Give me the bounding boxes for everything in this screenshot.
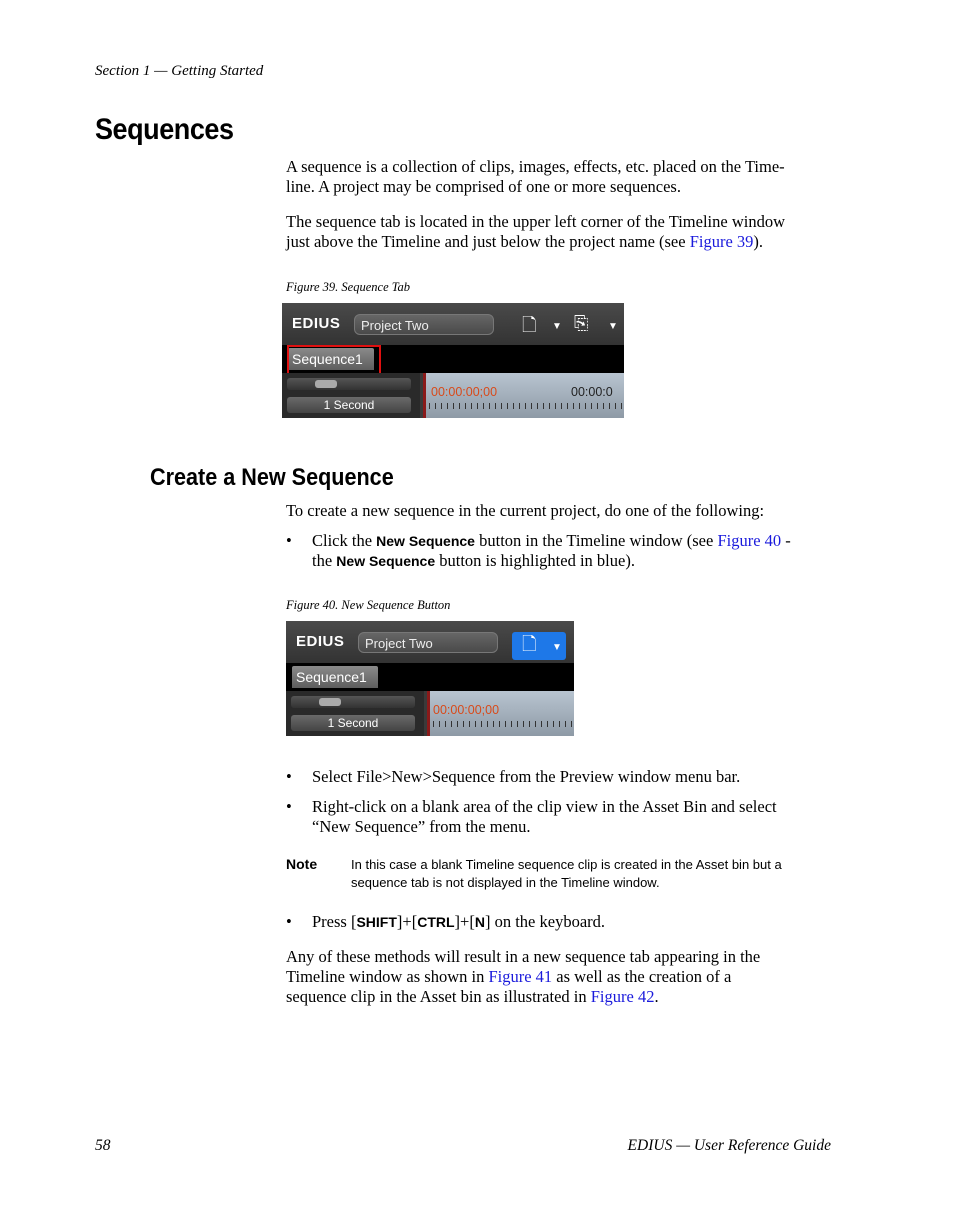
key-n: N <box>474 914 485 930</box>
timeline-topbar <box>286 621 574 663</box>
b1-line2-post: button is highlighted in blue). <box>435 551 635 570</box>
zoom-slider[interactable] <box>287 378 411 390</box>
new-sequence-button-highlight[interactable] <box>512 632 566 660</box>
project-name-field: Project Two <box>358 632 498 653</box>
intro-paragraph-1 <box>286 157 836 197</box>
bullet-dot: • <box>286 767 292 786</box>
intro-p2-text: just above the Timeline and just below the project name (see <box>286 232 690 251</box>
bullet-text <box>312 531 836 571</box>
project-name-field: Project Two <box>354 314 494 335</box>
timeline-topbar <box>282 303 624 345</box>
timeline-ruler <box>423 373 624 418</box>
closing-line2-pre: Timeline window as shown in <box>286 967 489 986</box>
section-heading: Create a New Sequence <box>150 464 394 491</box>
b1-line2-pre: the <box>312 551 337 570</box>
figure-39-screenshot <box>282 303 624 418</box>
slider-knob[interactable] <box>319 698 341 706</box>
closing-line3 <box>286 987 836 1007</box>
footer-title: EDIUS — User Reference Guide <box>627 1137 831 1154</box>
b1-line2-bold: New Sequence <box>336 553 436 569</box>
b4-post: ] on the keyboard. <box>484 912 606 931</box>
closing-paragraph <box>286 947 836 1007</box>
timeline-cursor <box>423 373 426 418</box>
b1-post: - <box>781 531 791 550</box>
bullet-item-shortcut <box>286 912 836 932</box>
timecode-start: 00:00:00;00 <box>431 385 498 399</box>
note-line2: sequence tab is not displayed in the Timeline window. <box>351 875 660 890</box>
figure-42-link[interactable]: Figure 42 <box>590 987 655 1006</box>
closing-line1: Any of these methods will result in a new sequence tab appearing in the <box>286 947 761 966</box>
figure-40-link[interactable]: Figure 40 <box>717 531 782 550</box>
closing-line2 <box>286 967 836 987</box>
sequence-tab-row <box>286 663 574 691</box>
figure-39-link[interactable]: Figure 39 <box>689 232 754 251</box>
page-title: Sequences <box>95 113 234 146</box>
timeline-ruler <box>427 691 574 736</box>
section2-intro: To create a new sequence in the current project, do one of the following: <box>286 501 765 520</box>
red-highlight-box <box>287 345 381 376</box>
bullet-dot: • <box>286 797 292 816</box>
bullet-text: Select File>New>Sequence from the Preview window menu bar. <box>312 767 741 786</box>
chevron-down-icon[interactable]: ▼ <box>608 321 618 332</box>
zoom-select[interactable]: 1 Second <box>291 715 415 731</box>
timeline-controls <box>286 691 424 736</box>
b1-pre: Click the <box>312 531 377 550</box>
note-text <box>351 856 821 892</box>
bullet-dot: • <box>286 531 292 550</box>
b1-bold: New Sequence <box>376 533 475 549</box>
chevron-down-icon[interactable]: ▼ <box>552 642 562 653</box>
timeline-controls <box>282 373 420 418</box>
zoom-select[interactable]: 1 Second <box>287 397 411 413</box>
note-line1: In this case a blank Timeline sequence clip is created in the Asset bin but a <box>351 857 782 872</box>
chevron-down-icon[interactable]: ▼ <box>552 321 562 332</box>
b4-m2: ]+[ <box>454 912 475 931</box>
ruler-ticks <box>429 403 624 409</box>
edius-logo: EDIUS <box>296 633 345 650</box>
closing-line3-post: . <box>654 987 659 1006</box>
edius-logo: EDIUS <box>292 315 341 332</box>
b1-mid: button in the Timeline window (see <box>474 531 718 550</box>
intro-paragraph-2 <box>286 212 836 252</box>
figure-40-caption: Figure 40. New Sequence Button <box>286 598 451 612</box>
zoom-slider[interactable] <box>291 696 415 708</box>
bullet-dot: • <box>286 912 292 931</box>
export-icon[interactable]: ⎘ <box>574 313 589 333</box>
bullet-text <box>312 797 836 837</box>
b3-line1: Right-click on a blank area of the clip view in the Asset Bin and select <box>312 797 777 816</box>
figure-40-screenshot <box>286 621 574 736</box>
running-header: Section 1 — Getting Started <box>95 63 264 79</box>
closing-line2-post: as well as the creation of a <box>552 967 732 986</box>
key-ctrl: CTRL <box>417 914 455 930</box>
key-shift: SHIFT <box>356 914 397 930</box>
ruler-ticks <box>433 721 574 727</box>
timecode-start: 00:00:00;00 <box>433 703 500 717</box>
figure-41-link[interactable]: Figure 41 <box>488 967 553 986</box>
timeline-cursor <box>427 691 430 736</box>
intro-p2-line1: The sequence tab is located in the upper left corner of the Timeline window <box>286 212 785 231</box>
b4-m1: ]+[ <box>396 912 418 931</box>
note-label: Note <box>286 856 318 872</box>
b4-pre: Press [ <box>312 912 357 931</box>
sequence-tab[interactable]: Sequence1 <box>288 348 374 370</box>
intro-p2-end: ). <box>753 232 764 251</box>
intro-p2-line2 <box>286 232 836 252</box>
timecode-next: 00:00:0 <box>571 385 613 399</box>
intro-p1-line1: A sequence is a collection of clips, images, effects, etc. placed on the Time- <box>286 157 785 176</box>
bullet-item-right-click <box>286 797 836 837</box>
page-number: 58 <box>95 1137 111 1154</box>
bullet-text <box>312 912 836 932</box>
new-sequence-icon[interactable]: 🗋 <box>522 634 537 654</box>
sequence-tab[interactable]: Sequence1 <box>292 666 378 688</box>
new-sequence-icon[interactable]: 🗋 <box>522 315 537 335</box>
b3-line2: “New Sequence” from the menu. <box>312 817 531 836</box>
intro-p1-line2: line. A project may be comprised of one or more sequences. <box>286 177 681 196</box>
slider-knob[interactable] <box>315 380 337 388</box>
bullet-item-new-sequence-button <box>286 531 836 571</box>
bullet-item-menu <box>286 767 836 787</box>
closing-line3-pre: sequence clip in the Asset bin as illustrated in <box>286 987 591 1006</box>
figure-39-caption: Figure 39. Sequence Tab <box>286 280 411 294</box>
